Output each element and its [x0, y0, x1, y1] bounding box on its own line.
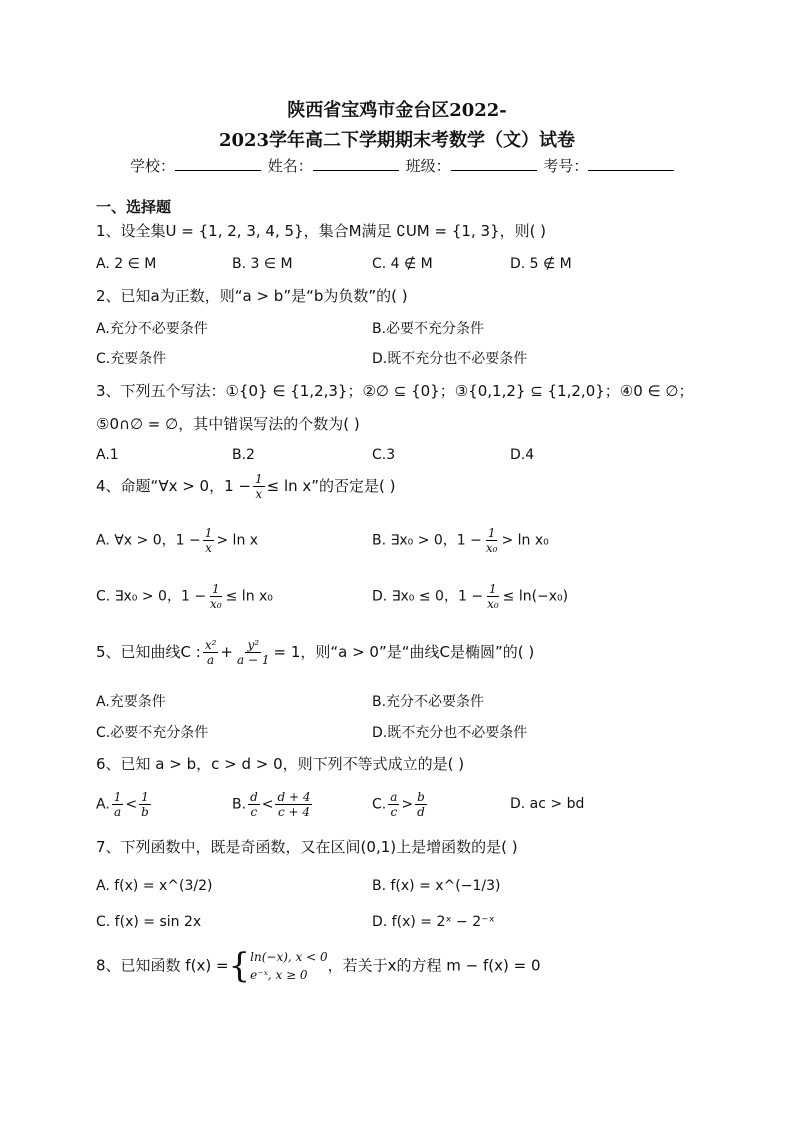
- question-7-option-c: C. f(x) = sin 2x: [96, 914, 202, 930]
- question-3-option-c: C.3: [372, 447, 396, 463]
- class-label: 班级：: [405, 157, 451, 175]
- name-label: 姓名：: [267, 157, 313, 175]
- name-blank: [313, 157, 399, 171]
- question-1-option-a: A. 2 ∈ M: [96, 256, 157, 272]
- question-5-fraction-x: $\frac{\text{x²}}{a}$: [204, 638, 217, 667]
- question-3-option-b: B.2: [232, 447, 255, 463]
- question-7-option-a: A. f(x) = x^(3/2): [96, 878, 213, 894]
- question-3-option-a: A.1: [96, 447, 119, 463]
- question-5-option-b: B.充分不必要条件: [372, 694, 485, 710]
- question-4-fraction: $\frac{1}{x}$: [254, 472, 263, 501]
- question-4-option-c: C. ∃x₀ > 0，1 − $\frac{1}{\text{x₀}}$ ≤ ln x₀: [96, 582, 273, 611]
- question-7-option-b: B. f(x) = x^(−1/3): [372, 878, 501, 894]
- question-4-stem-post: ≤ ln x”的否定是( ): [266, 477, 396, 495]
- question-7-stem: 7、下列函数中，既是奇函数，又在区间(0,1)上是增函数的是( ): [96, 838, 518, 856]
- question-2-option-a: A.充分不必要条件: [96, 321, 208, 337]
- school-label: 学校：: [130, 157, 176, 175]
- class-blank: [451, 157, 537, 171]
- exam-title-line2: 2023学年高二下学期期末考数学（文）试卷: [218, 130, 576, 151]
- question-3-stem-line2: ⑤0∩∅ = ∅，其中错误写法的个数为( ): [96, 415, 360, 433]
- student-info-row: [130, 155, 676, 176]
- question-6-option-b: B. $\frac{d}{c}$ < $\frac{d + 4}{c + 4}$: [232, 790, 311, 819]
- exam-title-line1: 陕西省宝鸡市金台区2022-: [287, 100, 507, 121]
- question-3-option-d: D.4: [510, 447, 535, 463]
- question-5-option-c: C.必要不充分条件: [96, 725, 209, 741]
- question-1-option-c: C. 4 ∉ M: [372, 256, 433, 272]
- question-6-option-c: C. $\frac{a}{c}$ > $\frac{b}{d}$: [372, 790, 425, 819]
- question-6-stem: 6、已知 a > b，c > d > 0，则下列不等式成立的是( ): [96, 755, 465, 773]
- question-7-option-d: D. f(x) = 2ˣ − 2⁻ˣ: [372, 914, 495, 930]
- school-blank: [175, 157, 261, 171]
- question-4-stem-pre: 4、命题“∀x > 0，1 −: [96, 477, 251, 495]
- question-1-stem: 1、设全集U = {1, 2, 3, 4, 5}，集合M满足 ∁UM = {1, 3}，则( ): [96, 222, 547, 240]
- question-5-fraction-y: $\frac{\text{y²}}{a - 1}$: [237, 638, 270, 667]
- question-2-option-d: D.既不充分也不必要条件: [372, 351, 528, 367]
- question-1-option-b: B. 3 ∈ M: [232, 256, 293, 272]
- question-5-stem: 5、已知曲线C : $\frac{\text{x²}}{a}$ + $\frac{\text{y²}}{a - 1}$ = 1，则“a > 0”是“曲线C是椭圆”的( ): [96, 638, 535, 667]
- question-2-option-b: B.必要不充分条件: [372, 321, 485, 337]
- question-5-option-a: A.充要条件: [96, 694, 166, 710]
- question-4-option-a: A. ∀x > 0，1 − $\frac{1}{x}$ > ln x: [96, 526, 259, 555]
- piecewise-cases: ln(−x), x < 0 e⁻ˣ, x ≥ 0: [250, 950, 328, 982]
- question-5-option-d: D.既不充分也不必要条件: [372, 725, 528, 741]
- question-1-option-d: D. 5 ∉ M: [510, 256, 572, 272]
- question-6-option-d: D. ac > bd: [510, 796, 585, 812]
- question-2-stem: 2、已知a为正数，则“a > b”是“b为负数”的( ): [96, 287, 408, 305]
- question-4-option-b: B. ∃x₀ > 0，1 − $\frac{1}{\text{x₀}}$ > ln x₀: [372, 526, 549, 555]
- section-title: 一、选择题: [96, 198, 172, 216]
- question-4-option-d: D. ∃x₀ ≤ 0，1 − $\frac{1}{\text{x₀}}$ ≤ ln(−x₀): [372, 582, 569, 611]
- question-4-stem: [96, 472, 396, 501]
- question-2-option-c: C.充要条件: [96, 351, 167, 367]
- question-8-stem: 8、已知函数 f(x) ={ ln(−x), x < 0 e⁻ˣ, x ≥ 0 ，若关于x的方程 m − f(x) = 0: [96, 946, 541, 986]
- question-3-stem-line1: 3、下列五个写法：①{0} ∈ {1,2,3}；②∅ ⊆ {0}；③{0,1,2} ⊆ {1,2,0}；④0 ∈ ∅；: [96, 382, 694, 400]
- question-6-option-a: A. $\frac{1}{a}$ < $\frac{1}{b}$: [96, 790, 149, 819]
- piecewise-brace: {: [228, 946, 251, 986]
- exam-number-label: 考号：: [543, 157, 589, 175]
- exam-number-blank: [588, 157, 674, 171]
